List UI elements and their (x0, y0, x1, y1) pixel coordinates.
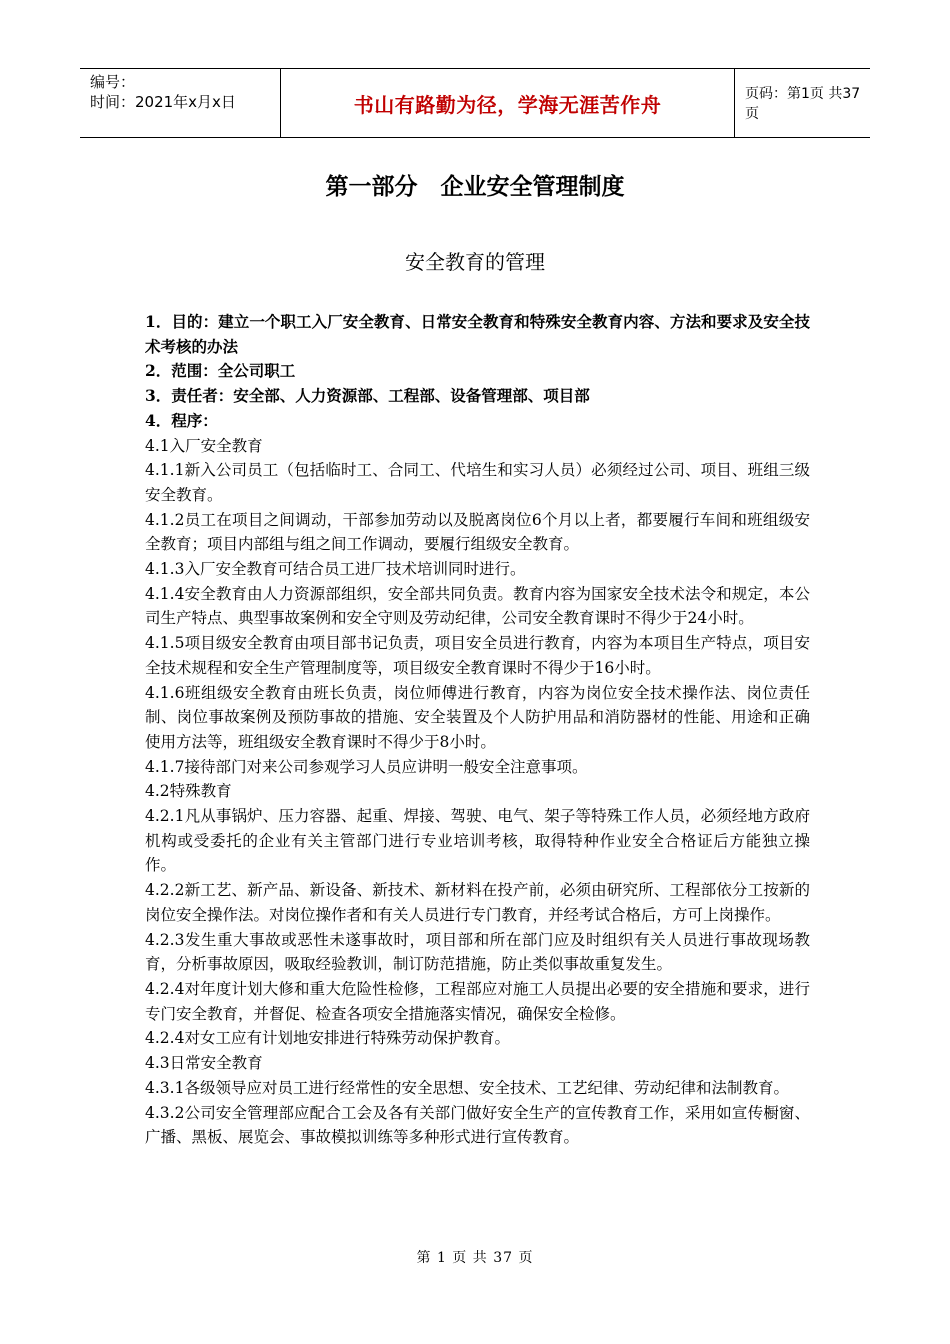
section-title: 安全教育的管理 (405, 250, 545, 274)
header-motto: 书山有路勤为径，学海无涯苦作舟 (353, 92, 662, 117)
paragraph: 3．责任者：安全部、人力资源部、工程部、设备管理部、项目部 (145, 386, 590, 406)
document-title: 第一部分 企业安全管理制度 (325, 174, 625, 200)
paragraph: 4.2特殊教育 (145, 782, 232, 801)
paragraph: 4．程序： (145, 410, 218, 430)
header-motto-cell (280, 69, 735, 137)
document-header (80, 68, 870, 138)
page-footer: 第 1 页 共 37 页 (416, 1250, 534, 1266)
paragraph: 4.1.7接待部门对来公司参观学习人员应讲明一般安全注意事项。 (145, 757, 588, 776)
paragraph: 4.1.5项目级安全教育由项目部书记负责，项目安全员进行教育，内容为本项目生产特点，项目安全技术规程和安全生产管理制度等，项目级安全教育课时不得少于16小时。 (145, 634, 810, 677)
paragraph: 4.3.2公司安全管理部应配合工会及各有关部门做好安全生产的宣传教育工作，采用如宣传橱窗、广播、黑板、展览会、事故模拟训练等多种形式进行宣传教育。 (145, 1103, 810, 1147)
paragraph: 4.1入厂安全教育 (145, 436, 263, 455)
paragraph: 4.2.3发生重大事故或恶性未遂事故时，项目部和所在部门应及时组织有关人员进行事故现场教育，分析事故原因，吸取经验教训，制订防范措施，防止类似事故重复发生。 (145, 930, 810, 974)
time-label: 时间：2021年x月x日 (90, 93, 236, 111)
paragraph: 4.1.3入厂安全教育可结合员工进厂技术培训同时进行。 (145, 560, 526, 579)
paragraph: 4.2.1凡从事锅炉、压力容器、起重、焊接、驾驶、电气、架子等特殊工作人员，必须经地方政府机构或受委托的企业有关主管部门进行专业培训考核，取得特种作业安全合格证后方能独立操作。 (145, 807, 810, 875)
paragraph: 4.1.2员工在项目之间调动，干部参加劳动以及脱离岗位6个月以上者，都要履行车间和班组级安全教育；项目内部组与组之间工作调动，要履行组级安全教育。 (145, 510, 810, 554)
paragraph: 4.1.4安全教育由人力资源部组织，安全部共同负责。教育内容为国家安全技术法令和规定，本公司生产特点、典型事故案例和安全守则及劳动纪律，公司安全教育课时不得少于24小时。 (145, 584, 810, 628)
paragraph: 4.3.1各级领导应对员工进行经常性的安全思想、安全技术、工艺纪律、劳动纪律和法制教育。 (145, 1078, 789, 1097)
header-meta (80, 69, 280, 137)
paragraph: 4.1.1新入公司员工（包括临时工、合同工、代培生和实习人员）必须经过公司、项目、班组三级安全教育。 (145, 461, 810, 504)
paragraph: 4.2.2新工艺、新产品、新设备、新技术、新材料在投产前，必须由研究所、工程部依分工按新的岗位安全操作法。对岗位操作者和有关人员进行专门教育，并经考试合格后，方可上岗操作。 (145, 881, 810, 924)
paragraph: 2．范围：全公司职工 (145, 361, 296, 381)
paragraph: 4.1.6班组级安全教育由班长负责，岗位师傅进行教育，内容为岗位安全技术操作法、岗位责任制、岗位事故案例及预防事故的措施、安全装置及个人防护用品和消防器材的性能、用途和正确使用方法等，班组级安全教育课时不得少于8小时。 (145, 683, 810, 751)
document-body (145, 310, 810, 1150)
paragraph: 4.2.4对女工应有计划地安排进行特殊劳动保护教育。 (145, 1029, 510, 1048)
paragraph: 1．目的：建立一个职工入厂安全教育、日常安全教育和特殊安全教育内容、方法和要求及安全技术考核的办法 (145, 312, 810, 356)
paragraph: 4.3日常安全教育 (145, 1054, 263, 1073)
paragraph: 4.2.4对年度计划大修和重大危险性检修，工程部应对施工人员提出必要的安全措施和要求，进行专门安全教育，并督促、检查各项安全措施落实情况，确保安全检修。 (145, 979, 810, 1023)
code-label: 编号： (90, 73, 136, 91)
header-page-info: 页码：第1页 共37页 (745, 86, 861, 122)
